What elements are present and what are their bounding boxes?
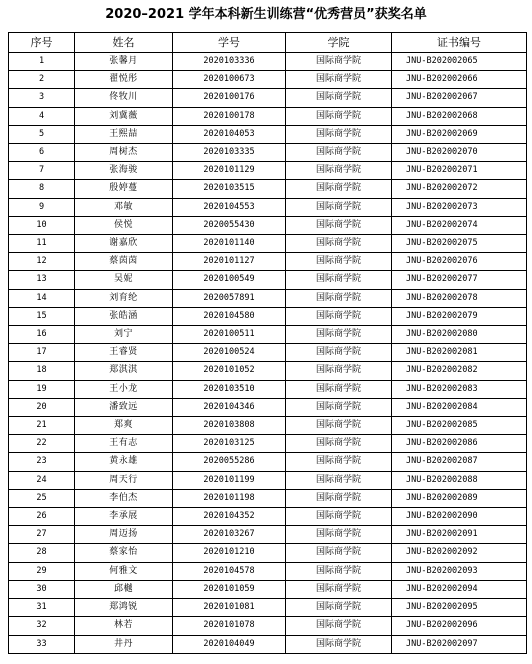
cell-index: 19: [9, 380, 75, 398]
cell-index: 11: [9, 235, 75, 253]
cell-certificate-number: JNU-B202002066: [392, 71, 527, 89]
cell-index: 15: [9, 307, 75, 325]
cell-name: 张海骏: [75, 162, 173, 180]
cell-college: 国际商学院: [286, 180, 392, 198]
cell-student-id: 2020101140: [173, 235, 286, 253]
cell-name: 郑爽: [75, 417, 173, 435]
cell-name: 翟悦彤: [75, 71, 173, 89]
cell-student-id: 2020101210: [173, 544, 286, 562]
cell-student-id: 2020103125: [173, 435, 286, 453]
cell-student-id: 2020103336: [173, 53, 286, 71]
cell-index: 29: [9, 562, 75, 580]
table-row: [9, 235, 527, 253]
cell-certificate-number: JNU-B202002092: [392, 544, 527, 562]
cell-name: 王有志: [75, 435, 173, 453]
table-row: [9, 144, 527, 162]
table-row: [9, 362, 527, 380]
cell-name: 林若: [75, 617, 173, 635]
cell-name: 吴妮: [75, 271, 173, 289]
table-row: [9, 380, 527, 398]
cell-college: 国际商学院: [286, 380, 392, 398]
cell-index: 4: [9, 107, 75, 125]
cell-name: 蔡家怡: [75, 544, 173, 562]
cell-student-id: 2020103335: [173, 144, 286, 162]
cell-index: 31: [9, 599, 75, 617]
cell-student-id: 2020057891: [173, 289, 286, 307]
cell-name: 井丹: [75, 635, 173, 653]
cell-index: 23: [9, 453, 75, 471]
cell-student-id: 2020104049: [173, 635, 286, 653]
cell-index: 6: [9, 144, 75, 162]
cell-certificate-number: JNU-B202002083: [392, 380, 527, 398]
cell-index: 1: [9, 53, 75, 71]
table-row: [9, 180, 527, 198]
table-row: [9, 107, 527, 125]
cell-index: 2: [9, 71, 75, 89]
cell-certificate-number: JNU-B202002091: [392, 526, 527, 544]
cell-index: 13: [9, 271, 75, 289]
cell-index: 25: [9, 489, 75, 507]
cell-certificate-number: JNU-B202002068: [392, 107, 527, 125]
table-row: [9, 216, 527, 234]
cell-name: 张馨月: [75, 53, 173, 71]
cell-index: 30: [9, 580, 75, 598]
cell-name: 蔡茵茵: [75, 253, 173, 271]
cell-name: 何雅文: [75, 562, 173, 580]
cell-certificate-number: JNU-B202002071: [392, 162, 527, 180]
cell-certificate-number: JNU-B202002097: [392, 635, 527, 653]
cell-certificate-number: JNU-B202002069: [392, 125, 527, 143]
table-row: [9, 89, 527, 107]
header-certificate-number: 证书编号: [392, 33, 527, 53]
cell-college: 国际商学院: [286, 544, 392, 562]
cell-college: 国际商学院: [286, 508, 392, 526]
table-row: [9, 526, 527, 544]
cell-student-id: 2020104580: [173, 307, 286, 325]
cell-college: 国际商学院: [286, 107, 392, 125]
table-row: [9, 53, 527, 71]
cell-certificate-number: JNU-B202002094: [392, 580, 527, 598]
cell-certificate-number: JNU-B202002081: [392, 344, 527, 362]
cell-index: 14: [9, 289, 75, 307]
cell-index: 8: [9, 180, 75, 198]
cell-college: 国际商学院: [286, 635, 392, 653]
document-title: 2020–2021 学年本科新生训练营“优秀营员”获奖名单: [105, 7, 427, 22]
cell-index: 28: [9, 544, 75, 562]
cell-certificate-number: JNU-B202002065: [392, 53, 527, 71]
cell-college: 国际商学院: [286, 526, 392, 544]
cell-student-id: 2020103808: [173, 417, 286, 435]
cell-name: 刘冀薇: [75, 107, 173, 125]
cell-name: 周天行: [75, 471, 173, 489]
cell-certificate-number: JNU-B202002084: [392, 398, 527, 416]
table-row: [9, 253, 527, 271]
cell-index: 5: [9, 125, 75, 143]
cell-student-id: 2020103515: [173, 180, 286, 198]
table-header-row: [9, 33, 527, 53]
cell-name: 王熙喆: [75, 125, 173, 143]
cell-certificate-number: JNU-B202002090: [392, 508, 527, 526]
header-name: 姓名: [75, 33, 173, 53]
table-row: [9, 125, 527, 143]
cell-name: 邱樾: [75, 580, 173, 598]
cell-student-id: 2020100549: [173, 271, 286, 289]
cell-name: 邓敏: [75, 198, 173, 216]
cell-name: 周迈扬: [75, 526, 173, 544]
cell-student-id: 2020104346: [173, 398, 286, 416]
cell-certificate-number: JNU-B202002076: [392, 253, 527, 271]
cell-college: 国际商学院: [286, 326, 392, 344]
cell-college: 国际商学院: [286, 398, 392, 416]
cell-student-id: 2020101052: [173, 362, 286, 380]
cell-index: 33: [9, 635, 75, 653]
cell-college: 国际商学院: [286, 344, 392, 362]
cell-index: 20: [9, 398, 75, 416]
cell-index: 27: [9, 526, 75, 544]
cell-index: 3: [9, 89, 75, 107]
cell-index: 12: [9, 253, 75, 271]
cell-student-id: 2020104352: [173, 508, 286, 526]
table-row: [9, 489, 527, 507]
cell-college: 国际商学院: [286, 144, 392, 162]
cell-index: 21: [9, 417, 75, 435]
cell-certificate-number: JNU-B202002086: [392, 435, 527, 453]
cell-student-id: 2020101198: [173, 489, 286, 507]
cell-certificate-number: JNU-B202002080: [392, 326, 527, 344]
cell-certificate-number: JNU-B202002072: [392, 180, 527, 198]
cell-student-id: 2020103267: [173, 526, 286, 544]
table-row: [9, 198, 527, 216]
cell-name: 王睿贤: [75, 344, 173, 362]
header-college: 学院: [286, 33, 392, 53]
cell-index: 16: [9, 326, 75, 344]
table-row: [9, 562, 527, 580]
cell-name: 刘宁: [75, 326, 173, 344]
cell-index: 18: [9, 362, 75, 380]
cell-college: 国际商学院: [286, 198, 392, 216]
cell-student-id: 2020101081: [173, 599, 286, 617]
cell-student-id: 2020101078: [173, 617, 286, 635]
cell-college: 国际商学院: [286, 489, 392, 507]
table-row: [9, 344, 527, 362]
table-row: [9, 417, 527, 435]
cell-college: 国际商学院: [286, 453, 392, 471]
table-row: [9, 162, 527, 180]
cell-index: 9: [9, 198, 75, 216]
cell-name: 潘致远: [75, 398, 173, 416]
cell-college: 国际商学院: [286, 253, 392, 271]
table-row: [9, 307, 527, 325]
table-row: [9, 71, 527, 89]
cell-college: 国际商学院: [286, 289, 392, 307]
table-row: [9, 544, 527, 562]
cell-certificate-number: JNU-B202002067: [392, 89, 527, 107]
cell-name: 郑鸿锐: [75, 599, 173, 617]
cell-college: 国际商学院: [286, 162, 392, 180]
cell-name: 佟牧川: [75, 89, 173, 107]
cell-certificate-number: JNU-B202002095: [392, 599, 527, 617]
cell-index: 22: [9, 435, 75, 453]
cell-student-id: 2020104578: [173, 562, 286, 580]
table-row: [9, 508, 527, 526]
cell-certificate-number: JNU-B202002087: [392, 453, 527, 471]
cell-college: 国际商学院: [286, 271, 392, 289]
cell-certificate-number: JNU-B202002079: [392, 307, 527, 325]
table-body: [9, 53, 527, 654]
cell-name: 张皓涵: [75, 307, 173, 325]
header-student-id: 学号: [173, 33, 286, 53]
table-row: [9, 617, 527, 635]
cell-college: 国际商学院: [286, 125, 392, 143]
cell-certificate-number: JNU-B202002073: [392, 198, 527, 216]
cell-college: 国际商学院: [286, 580, 392, 598]
cell-college: 国际商学院: [286, 307, 392, 325]
cell-certificate-number: JNU-B202002082: [392, 362, 527, 380]
cell-certificate-number: JNU-B202002077: [392, 271, 527, 289]
cell-name: 殷婷蔓: [75, 180, 173, 198]
table-row: [9, 289, 527, 307]
cell-student-id: 2020100673: [173, 71, 286, 89]
cell-index: 7: [9, 162, 75, 180]
cell-name: 黄永雄: [75, 453, 173, 471]
cell-student-id: 2020101127: [173, 253, 286, 271]
cell-student-id: 2020104553: [173, 198, 286, 216]
cell-index: 32: [9, 617, 75, 635]
cell-college: 国际商学院: [286, 417, 392, 435]
table-row: [9, 271, 527, 289]
cell-college: 国际商学院: [286, 599, 392, 617]
cell-certificate-number: JNU-B202002088: [392, 471, 527, 489]
cell-student-id: 2020100176: [173, 89, 286, 107]
cell-certificate-number: JNU-B202002085: [392, 417, 527, 435]
cell-college: 国际商学院: [286, 435, 392, 453]
cell-certificate-number: JNU-B202002075: [392, 235, 527, 253]
cell-student-id: 2020104053: [173, 125, 286, 143]
cell-student-id: 2020101129: [173, 162, 286, 180]
cell-college: 国际商学院: [286, 562, 392, 580]
cell-name: 李承展: [75, 508, 173, 526]
table-row: [9, 326, 527, 344]
cell-college: 国际商学院: [286, 216, 392, 234]
cell-student-id: 2020055430: [173, 216, 286, 234]
cell-index: 17: [9, 344, 75, 362]
cell-college: 国际商学院: [286, 617, 392, 635]
cell-certificate-number: JNU-B202002089: [392, 489, 527, 507]
cell-certificate-number: JNU-B202002078: [392, 289, 527, 307]
cell-name: 王小龙: [75, 380, 173, 398]
cell-student-id: 2020101059: [173, 580, 286, 598]
cell-certificate-number: JNU-B202002070: [392, 144, 527, 162]
cell-student-id: 2020103510: [173, 380, 286, 398]
table-row: [9, 398, 527, 416]
cell-student-id: 2020100178: [173, 107, 286, 125]
cell-name: 谢嘉欣: [75, 235, 173, 253]
cell-name: 郑淇淇: [75, 362, 173, 380]
cell-college: 国际商学院: [286, 71, 392, 89]
cell-certificate-number: JNU-B202002096: [392, 617, 527, 635]
cell-index: 24: [9, 471, 75, 489]
cell-index: 26: [9, 508, 75, 526]
cell-name: 李伯杰: [75, 489, 173, 507]
table-row: [9, 453, 527, 471]
cell-college: 国际商学院: [286, 53, 392, 71]
cell-student-id: 2020100511: [173, 326, 286, 344]
cell-student-id: 2020101199: [173, 471, 286, 489]
cell-index: 10: [9, 216, 75, 234]
cell-college: 国际商学院: [286, 235, 392, 253]
cell-student-id: 2020100524: [173, 344, 286, 362]
cell-name: 周树杰: [75, 144, 173, 162]
cell-name: 侯悦: [75, 216, 173, 234]
cell-college: 国际商学院: [286, 89, 392, 107]
award-list-table: [8, 32, 527, 654]
cell-college: 国际商学院: [286, 471, 392, 489]
cell-student-id: 2020055286: [173, 453, 286, 471]
cell-certificate-number: JNU-B202002093: [392, 562, 527, 580]
table-row: [9, 471, 527, 489]
table-row: [9, 580, 527, 598]
cell-college: 国际商学院: [286, 362, 392, 380]
header-index: 序号: [9, 33, 75, 53]
table-row: [9, 635, 527, 653]
table-row: [9, 435, 527, 453]
cell-name: 刘育纶: [75, 289, 173, 307]
cell-certificate-number: JNU-B202002074: [392, 216, 527, 234]
table-row: [9, 599, 527, 617]
